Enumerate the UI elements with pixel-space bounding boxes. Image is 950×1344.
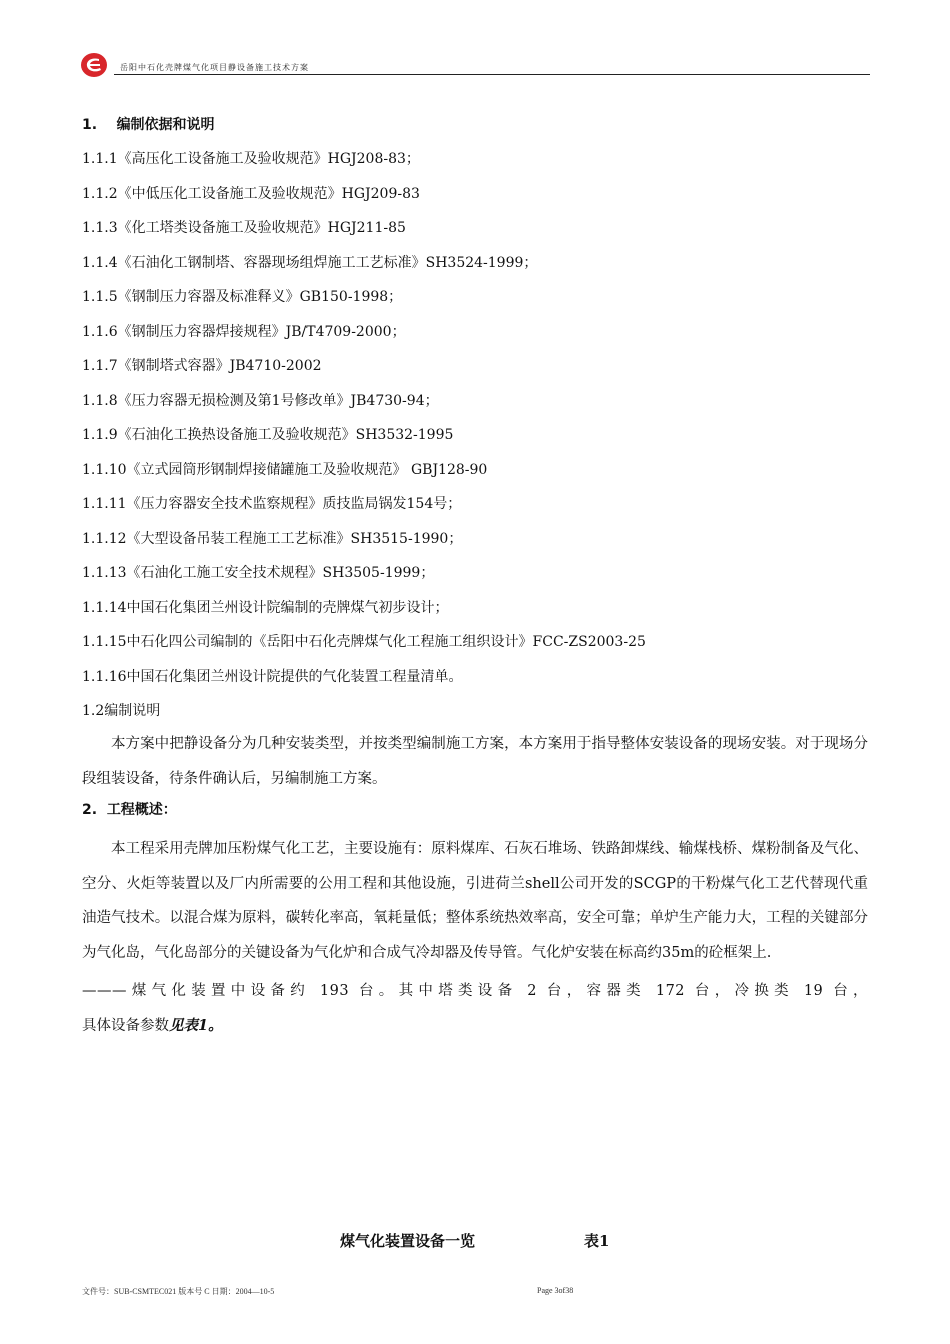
- section-1-number: 1.: [82, 117, 98, 133]
- section-1-2-paragraph: 本方案中把静设备分为几种安装类型，并按类型编制施工方案，本方案用于指导整体安装设备的现场安装。对于现场分段组装设备，待条件确认后，另编制施工方案。: [82, 736, 868, 787]
- footer-page-number: Page 3of38: [537, 1286, 574, 1295]
- reference-item: 1.1.16中国石化集团兰州设计院提供的气化装置工程量清单。: [82, 668, 463, 685]
- table-number: 表1: [584, 1232, 610, 1250]
- reference-list: [82, 149, 868, 687]
- reference-item: 1.1.12《大型设备吊装工程施工工艺标准》SH3515-1990；: [82, 530, 463, 547]
- reference-item: 1.1.9《石油化工换热设备施工及验收规范》SH3532-1995: [82, 427, 454, 443]
- page-header: [80, 50, 870, 80]
- reference-item: 1.1.4《石油化工钢制塔、容器现场组焊施工工艺标准》SH3524-1999；: [82, 254, 538, 271]
- company-logo-icon: [80, 52, 108, 78]
- reference-item: 1.1.6《钢制压力容器焊接规程》JB/T4709-2000；: [82, 323, 406, 340]
- section-1-heading: [82, 115, 868, 135]
- reference-item: 1.1.1《高压化工设备施工及验收规范》HGJ208-83；: [82, 151, 420, 167]
- section-2-number: 2.: [82, 802, 98, 818]
- section-1-title: 编制依据和说明: [116, 117, 215, 133]
- reference-item: 1.1.15中石化四公司编制的《岳阳中石化壳牌煤气化工程施工组织设计》FCC-ZS2003-25: [82, 634, 646, 650]
- section-2-title: 工程概述：: [106, 802, 177, 818]
- reference-item: 1.1.13《石油化工施工安全技术规程》SH3505-1999；: [82, 565, 435, 581]
- header-title: 岳阳中石化壳牌煤气化项目静设备施工技术方案: [120, 63, 309, 72]
- reference-item: 1.1.3《化工塔类设备施工及验收规范》HGJ211-85: [82, 220, 406, 236]
- reference-item: 1.1.5《钢制压力容器及标准释义》GB150-1998；: [82, 289, 403, 305]
- document-body: [82, 115, 868, 1043]
- equipment-stats-tail: [82, 1009, 868, 1044]
- stats-tail-text: 具体设备参数: [82, 1017, 169, 1034]
- equipment-stats-line: ———煤气化装置中设备约 193 台。其中塔类设备 2 台，容器类 172 台，冷换类 19 台，: [82, 983, 868, 999]
- table-reference: 见表1。: [169, 1016, 223, 1034]
- header-rule: [114, 74, 870, 75]
- reference-item: 1.1.10《立式园筒形钢制焊接储罐施工及验收规范》 GBJ128-90: [82, 461, 488, 478]
- reference-item: 1.1.11《压力容器安全技术监察规程》质技监局锅发154号；: [82, 496, 462, 512]
- reference-item: 1.1.14中国石化集团兰州设计院编制的壳牌煤气初步设计；: [82, 599, 449, 616]
- section-1-2-heading: 1.2编制说明: [82, 703, 161, 719]
- section-2-heading: [82, 800, 868, 820]
- table-title: 煤气化装置设备一览: [340, 1232, 476, 1250]
- reference-item: 1.1.8《压力容器无损检测及第1号修改单》JB4730-94；: [82, 392, 439, 409]
- reference-item: 1.1.2《中低压化工设备施工及验收规范》HGJ209-83: [82, 185, 420, 202]
- reference-item: 1.1.7《钢制塔式容器》JB4710-2002: [82, 358, 322, 374]
- section-2-paragraph: 本工程采用壳牌加压粉煤气化工艺，主要设施有：原料煤库、石灰石堆场、铁路卸煤线、输煤栈桥、煤粉制备及气化、空分、火炬等装置以及厂内所需要的公用工程和其他设施，引进荷兰shell公司开发的SCGP的干粉煤气化工艺代替现代重油造气技术。以混合煤为原料，碳转化率高，氧耗量低；整体系统热效率高，安全可靠；单炉生产能力大，工程的关键部分为气化岛，气化岛部分的关键设备为气化炉和合成气冷却器及传导管。气化炉安装在标高约35m的砼框架上.: [82, 841, 868, 961]
- footer-doc-info: 文件号：SUB-CSMTEC021 版本号 C 日期：2004—10-5: [82, 1287, 275, 1296]
